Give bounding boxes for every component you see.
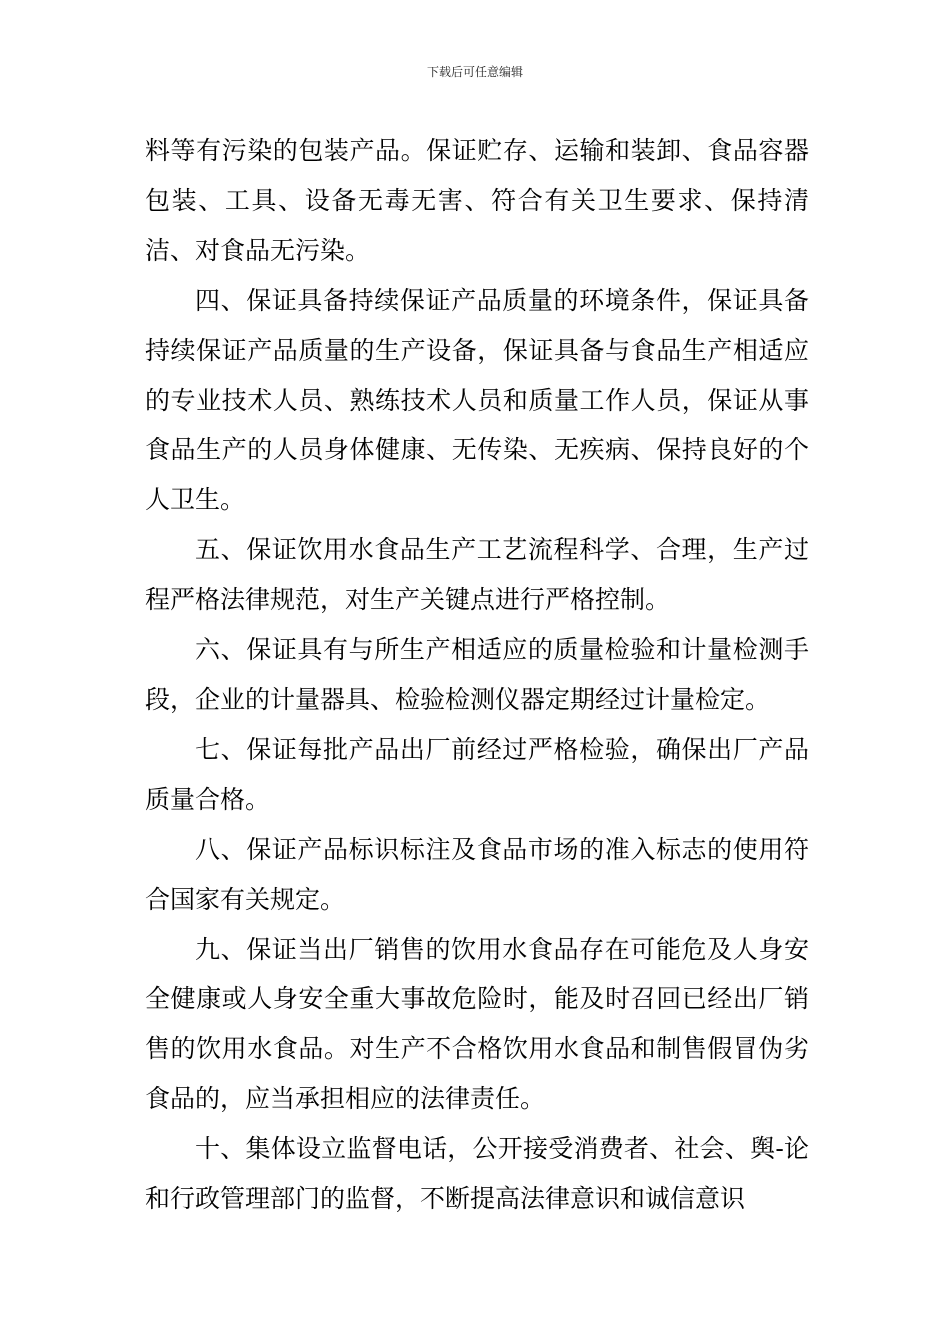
paragraph-item-9: 九、保证当出厂销售的饮用水食品存在可能危及人身安全健康或人身安全重大事故危险时，能及时召回已经出厂销售的饮用水食品。对生产不合格饮用水食品和制售假冒伪劣食品的，应当承担相应的法律责任。: [145, 934, 809, 1114]
paragraph-item-8: 八、保证产品标识标注及食品市场的准入标志的使用符合国家有关规定。: [145, 834, 809, 914]
paragraph-item-4: 四、保证具备持续保证产品质量的环境条件，保证具备持续保证产品质量的生产设备，保证具备与食品生产相适应的专业技术人员、熟练技术人员和质量工作人员，保证从事食品生产的人员身体健康、无传染、无疾病、保持良好的个人卫生。: [145, 285, 809, 515]
paragraph-continuation: 料等有污染的包装产品。保证贮存、运输和装卸、食品容器包装、工具、设备无毒无害、符合有关卫生要求、保持清洁、对食品无污染。: [145, 136, 809, 265]
document-body: [145, 126, 809, 1224]
paragraph-item-5: 五、保证饮用水食品生产工艺流程科学、合理，生产过程严格法律规范，对生产关键点进行严格控制。: [145, 535, 809, 615]
page-header: 下载后可任意编辑: [426, 65, 523, 79]
paragraph-item-6: 六、保证具有与所生产相适应的质量检验和计量检测手段，企业的计量器具、检验检测仪器定期经过计量检定。: [145, 635, 809, 714]
paragraph-item-10: 十、集体设立监督电话，公开接受消费者、社会、舆-论和行政管理部门的监督，不断提高法律意识和诚信意识: [145, 1134, 809, 1214]
paragraph-item-7: 七、保证每批产品出厂前经过严格检验，确保出厂产品质量合格。: [145, 734, 809, 814]
